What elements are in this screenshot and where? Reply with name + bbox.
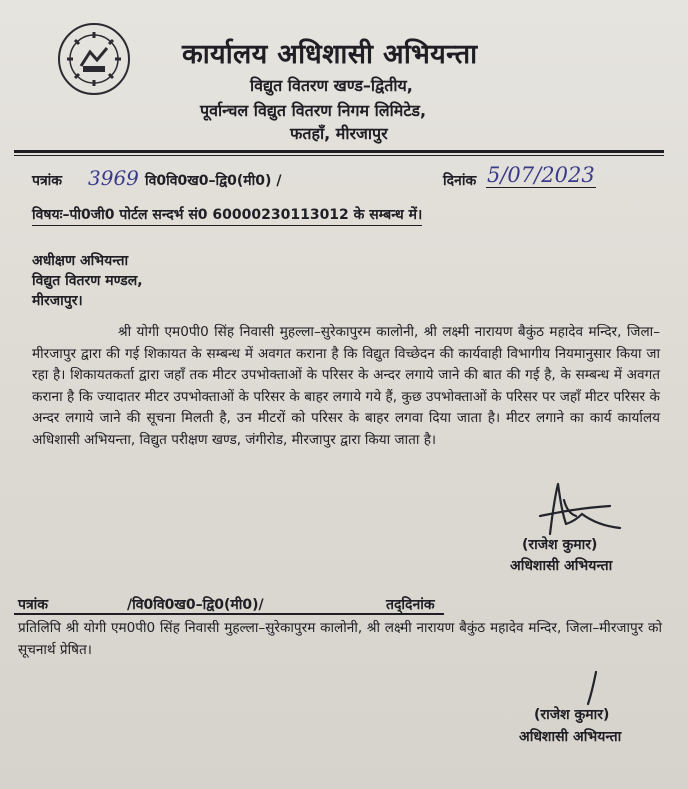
ref-number-handwritten: 3969	[88, 166, 139, 190]
office-place: फतहाँ, मीरजापुर	[290, 124, 388, 143]
handwritten-signature-2	[578, 668, 608, 708]
ref-label: पत्रांक	[32, 173, 63, 189]
addressee-place: मीरजापुर।	[32, 293, 83, 309]
ref2-underline	[14, 613, 444, 615]
signatory-designation-1: अधिशासी अभियन्ता	[510, 558, 613, 574]
signatory-designation-2: अधिशासी अभियन्ता	[519, 729, 622, 745]
addressee-office: विद्युत वितरण मण्डल,	[32, 273, 143, 289]
date-handwritten: 5/07/2023	[487, 163, 595, 187]
signatory-name-1: (राजेश कुमार)	[522, 537, 598, 553]
signatory-name-2: (राजेश कुमार)	[534, 707, 610, 723]
date-label: दिनांक	[443, 173, 477, 189]
header-divider	[14, 150, 664, 153]
office-title: कार्यालय अधिशासी अभियन्ता	[182, 39, 478, 70]
copy-to-text: प्रतिलिपि श्री योगी एम0पी0 सिंह निवासी मुहल्ला–सुरेकापुरम कालोनी, श्री लक्ष्मी नारायण बैकुंठ महादेव मन्दिर, जिला–मीरजापुर को सूचनार्थ प्रेषित।	[18, 620, 662, 658]
letter-body: श्री योगी एम0पी0 सिंह निवासी मुहल्ला–सुरेकापुरम कालोनी, श्री लक्ष्मी नारायण बैकुंठ महादेव मन्दिर, जिला–मीरजापुर द्वारा की गई शिकायत के सम्बन्ध में अवगत कराना है कि विद्युत विच्छेदन की कार्यवाही विभागीय नियमानुसार किया जा रहा है। शिकायतकर्ता द्वारा जहाँ तक मीटर उपभोक्ताओं के परिसर के अन्दर लगाये जाने की बात की गई है, के सम्बन्ध में अवगत कराना है कि ज्यादातर मीटर उपभोक्ताओं के परिसर के बाहर लगाये गये हैं, कुछ उपभोक्ताओं के परिसर पर जहाँ मीटर परिसर के अन्दर लगाये जाने की सूचना मिलती है, उन मीटरों को परिसर के बाहर लगवा दिया जाता है। मीटर लगाने का कार्य कार्यालय अधिशासी अभियन्ता, विद्युत परीक्षण खण्ड, जंगीरोड, मीरजापुर द्वारा किया जाता है।	[32, 324, 661, 448]
subject-line: विषयः–पी0जी0 पोर्टल सन्दर्भ सं0 60000230113012 के सम्बन्ध में।	[32, 205, 422, 226]
addressee-title: अधीक्षण अभियन्ता	[32, 253, 129, 269]
ref2-date-label: तद्‌दिनांक	[386, 597, 435, 613]
ref2-suffix: /वि0वि0ख0–द्वि0(मी0)/	[127, 597, 264, 613]
handwritten-signature-1	[520, 478, 630, 538]
ref-suffix: वि0वि0ख0–द्वि0(मी0) /	[145, 173, 282, 189]
header-divider-thin	[14, 155, 664, 156]
division-name: विद्युत वितरण खण्ड–द्वितीय,	[250, 76, 413, 95]
ref2-label: पत्रांक	[18, 597, 49, 613]
date-underline	[486, 187, 596, 188]
company-name: पूर्वान्चल विद्युत वितरण निगम लिमिटेड,	[200, 101, 427, 120]
corporation-seal-logo	[57, 22, 131, 96]
